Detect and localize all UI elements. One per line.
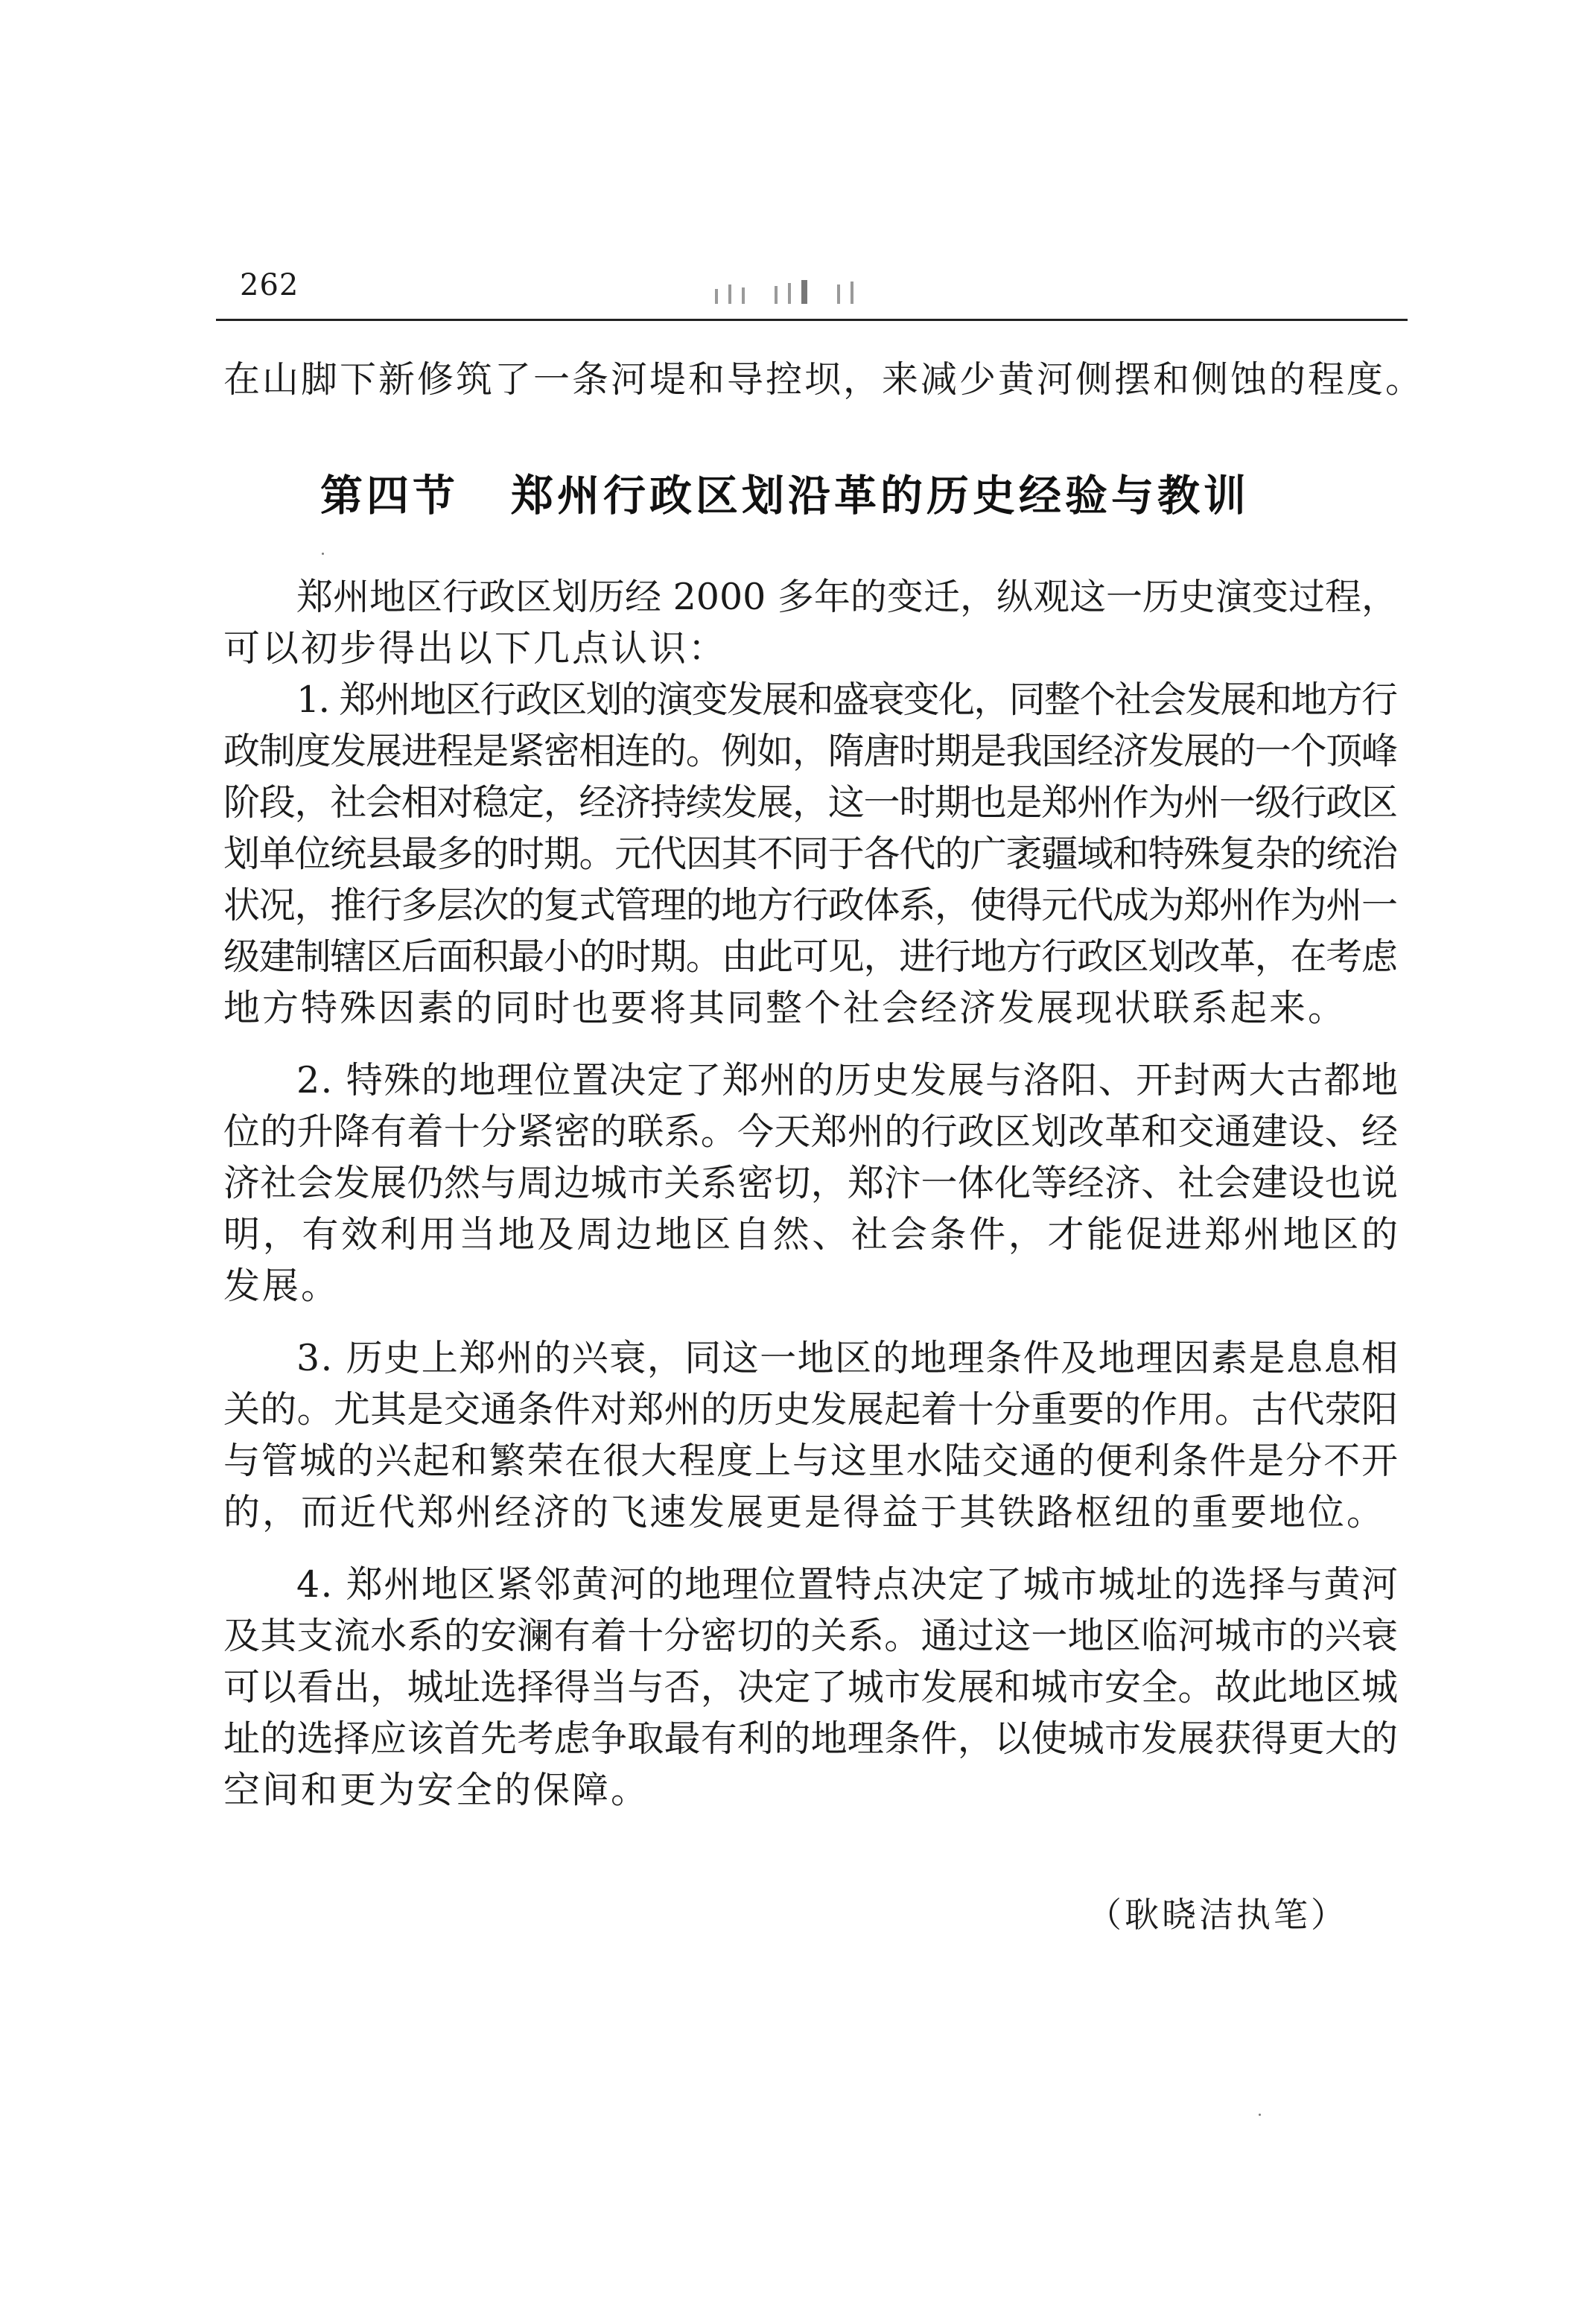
text-line: 发展。 (223, 1265, 340, 1307)
text-line: 政制度发展进程是紧密相连的。例如，隋唐时期是我国经济发展的一个顶峰 (223, 730, 1397, 772)
section-title: 郑州行政区划沿革的历史经验与教训 (511, 471, 1250, 521)
text-line: 级建制辖区后面积最小的时期。由此可见，进行地方行政区划改革，在考虑 (223, 935, 1397, 978)
text-line: 可以初步得出以下几点认识： (223, 627, 728, 670)
text-line: 可以看出，城址选择得当与否，决定了城市发展和城市安全。故此地区城 (223, 1666, 1399, 1708)
text-line: 的，而近代郑州经济的飞速发展更是得益于其铁路枢纽的重要地位。 (223, 1491, 1386, 1533)
text-line: 明，有效利用当地及周边地区自然、社会条件，才能促进郑州地区的 (223, 1213, 1401, 1256)
scan-speck (1259, 2114, 1261, 2116)
text-line: 郑州地区行政区划历经 2000 多年的变迁，纵观这一历史演变过程， (296, 576, 1398, 618)
text-line: 址的选择应该首先考虑争取最有利的地理条件，以使城市发展获得更大的 (223, 1717, 1399, 1760)
text-line: 济社会发展仍然与周边城市关系密切，郑汴一体化等经济、社会建设也说 (223, 1162, 1399, 1204)
text-line: 地方特殊因素的同时也要将其同整个社会经济发展现状联系起来。 (223, 987, 1347, 1029)
text-line: 关的。尤其是交通条件对郑州的历史发展起着十分重要的作用。古代荥阳 (223, 1388, 1399, 1431)
page-number: 262 (240, 268, 299, 302)
text-line: 阶段，社会相对稳定，经济持续发展，这一时期也是郑州作为州一级行政区 (223, 781, 1397, 824)
text-line: 2. 特殊的地理位置决定了郑州的历史发展与洛阳、开封两大古都地 (296, 1059, 1399, 1101)
text-line: 1. 郑州地区行政区划的演变发展和盛衰变化，同整个社会发展和地方行 (296, 678, 1397, 721)
text-line: 3. 历史上郑州的兴衰，同这一地区的地理条件及地理因素是息息相 (296, 1337, 1399, 1379)
text-line: 空间和更为安全的保障。 (223, 1769, 650, 1811)
text-line: 与管城的兴起和繁荣在很大程度上与这里水陆交通的便利条件是分不开 (223, 1440, 1399, 1482)
text-line: 位的升降有着十分紧密的联系。今天郑州的行政区划改革和交通建设、经 (223, 1110, 1399, 1153)
header-rule (216, 319, 1408, 321)
text-line: 状况，推行多层次的复式管理的地方行政体系，使得元代成为郑州作为州一 (223, 884, 1397, 926)
running-header-marks (715, 277, 864, 304)
text-line: 划单位统县最多的时期。元代因其不同于各代的广袤疆域和特殊复杂的统治 (223, 833, 1397, 875)
section-heading (320, 462, 1250, 523)
section-label: 第四节 (320, 471, 459, 521)
author-signature: （耿晓洁执笔） (1087, 1895, 1348, 1935)
text-line: 4. 郑州地区紧邻黄河的地理位置特点决定了城市城址的选择与黄河 (296, 1563, 1399, 1606)
scan-speck (322, 553, 324, 555)
carryover-line: 在山脚下新修筑了一条河堤和导控坝，来减少黄河侧摆和侧蚀的程度。 (223, 358, 1425, 401)
text-line: 及其支流水系的安澜有着十分密切的关系。通过这一地区临河城市的兴衰 (223, 1615, 1399, 1657)
